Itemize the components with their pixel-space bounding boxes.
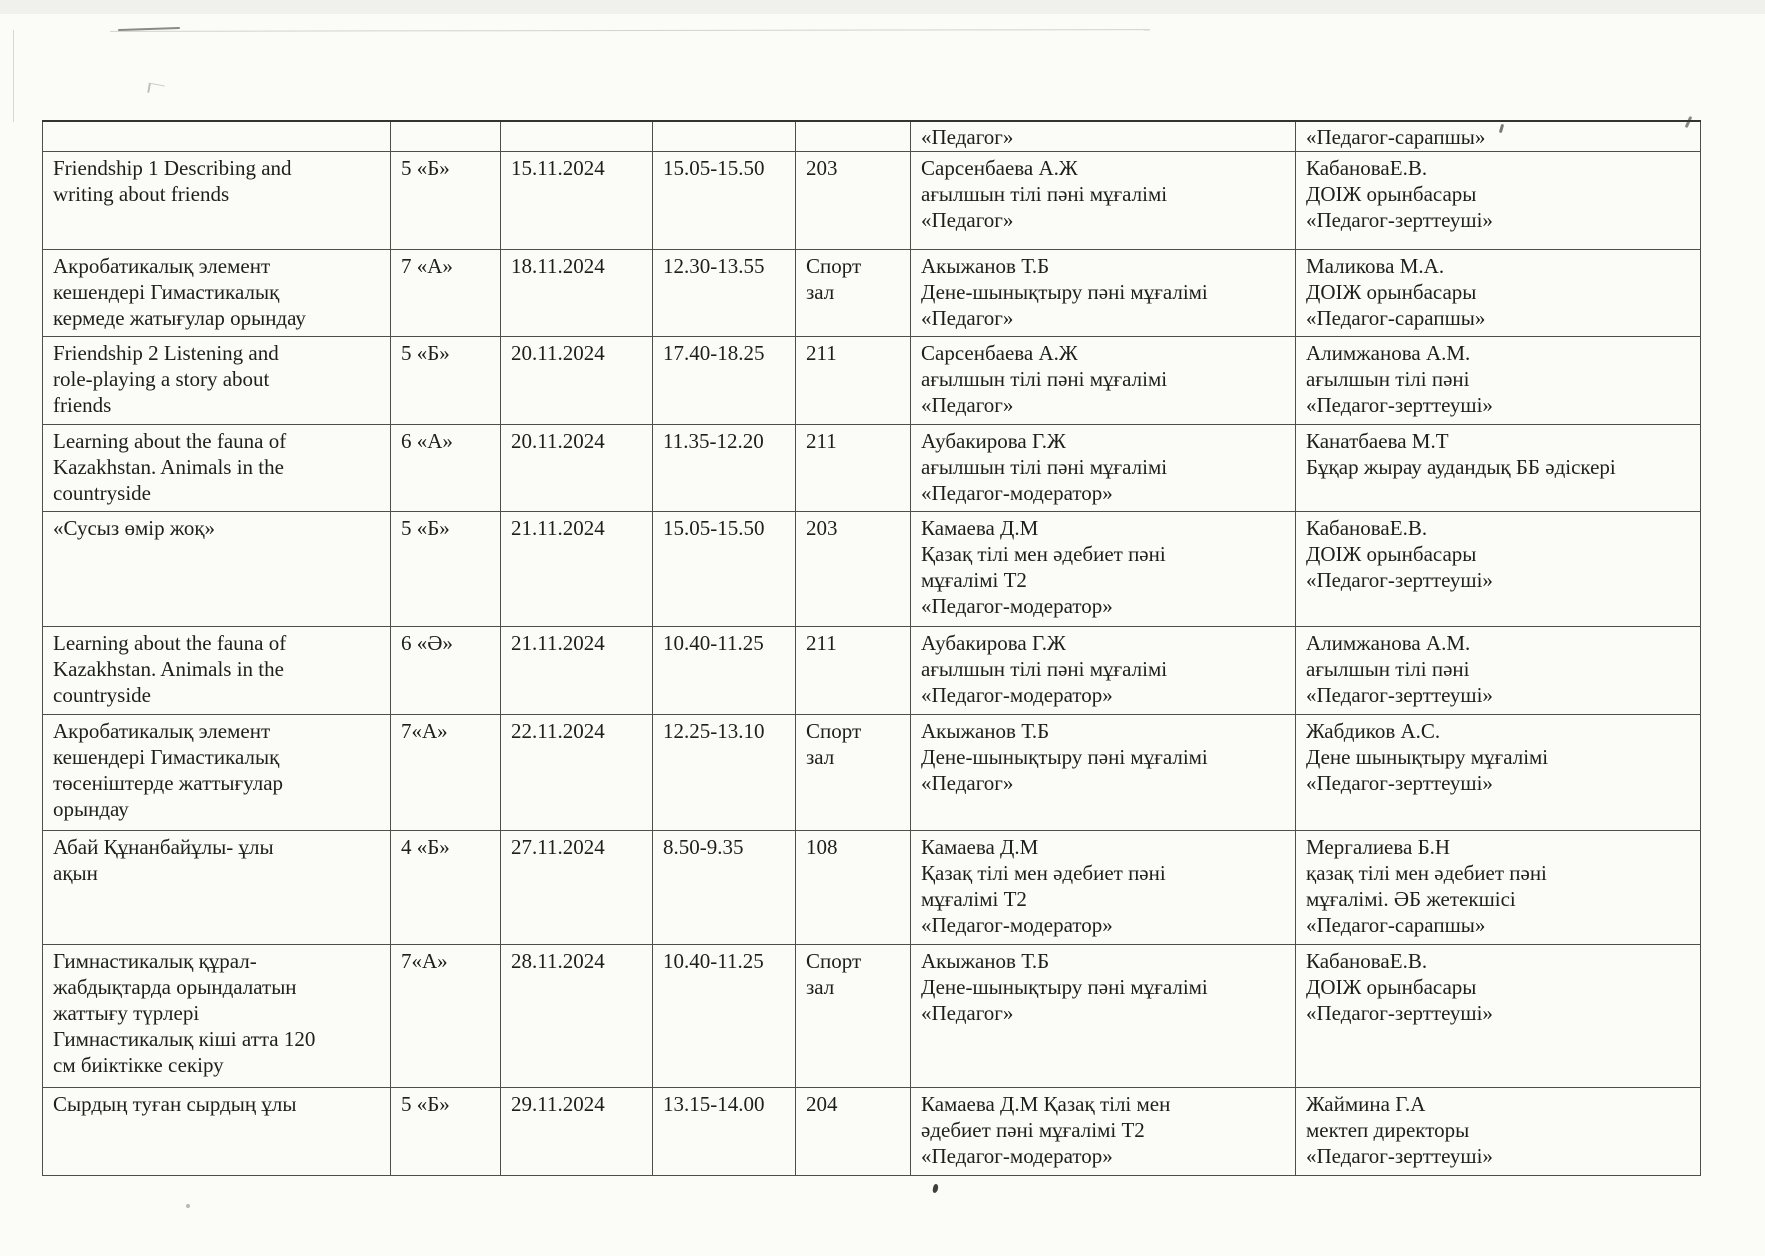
table-row (43, 151, 1701, 249)
observer-cell (1296, 1087, 1701, 1175)
cell-line: орындау (53, 796, 129, 821)
class-cell (391, 714, 501, 830)
date-cell (501, 336, 653, 424)
time-cell (653, 714, 796, 830)
cell-line: ағылшын тілі пәні (1306, 366, 1470, 391)
cell-line: 211 (806, 428, 837, 453)
teacher-cell (911, 511, 1296, 626)
cell-line: қазақ тілі мен әдебиет пәні (1306, 860, 1547, 885)
cell-line: 12.30-13.55 (663, 253, 765, 278)
time-cell (653, 121, 796, 151)
cell-line: «Педагог-модератор» (921, 480, 1113, 505)
cell-line: 5 «Б» (401, 1091, 450, 1116)
date-cell (501, 714, 653, 830)
cell-line: 6 «Ә» (401, 630, 453, 655)
cell-line: ағылшын тілі пәні (1306, 656, 1470, 681)
cell-line: 20.11.2024 (511, 340, 605, 365)
cell-line: 12.25-13.10 (663, 718, 765, 743)
cell-line: Спорт (806, 948, 862, 973)
cell-line: Сарсенбаева А.Ж (921, 155, 1078, 180)
cell-line: «Педагог» (921, 770, 1014, 795)
table-row (43, 121, 1701, 151)
cell-line: мектеп директоры (1306, 1117, 1470, 1142)
topic-cell (43, 151, 391, 249)
scan-speck (186, 1204, 190, 1208)
teacher-cell (911, 249, 1296, 336)
cell-line: 6 «А» (401, 428, 453, 453)
class-cell (391, 944, 501, 1087)
teacher-cell (911, 151, 1296, 249)
cell-line: Learning about the fauna of (53, 428, 287, 453)
topic-cell (43, 336, 391, 424)
room-cell (796, 511, 911, 626)
class-cell (391, 249, 501, 336)
cell-line: 8.50-9.35 (663, 834, 744, 859)
cell-line: Гимнастикалық кіші атта 120 (53, 1026, 316, 1051)
cell-line: әдебиет пәні мұғалімі Т2 (921, 1117, 1145, 1142)
cell-line: Learning about the fauna of (53, 630, 287, 655)
cell-line: зал (806, 974, 835, 999)
lesson-schedule-table (42, 120, 1701, 1176)
room-cell (796, 830, 911, 944)
cell-line: мұғалімі. ӘБ жетекшісі (1306, 886, 1516, 911)
cell-line: мұғалімі Т2 (921, 567, 1027, 592)
cell-line: friends (53, 392, 112, 417)
cell-line: Сырдың туған сырдың ұлы (53, 1091, 297, 1116)
cell-line: 29.11.2024 (511, 1091, 605, 1116)
cell-line: 15.11.2024 (511, 155, 605, 180)
observer-cell (1296, 511, 1701, 626)
room-cell (796, 121, 911, 151)
observer-cell (1296, 944, 1701, 1087)
cell-line: Абай Құнанбайұлы- ұлы (53, 834, 274, 859)
cell-line: 28.11.2024 (511, 948, 605, 973)
cell-line: 10.40-11.25 (663, 630, 764, 655)
cell-line: Камаева Д.М Қазақ тілі мен (921, 1091, 1171, 1116)
date-cell (501, 1087, 653, 1175)
cell-line: 5 «Б» (401, 515, 450, 540)
cell-line: 13.15-14.00 (663, 1091, 765, 1116)
table-row (43, 1087, 1701, 1175)
observer-cell (1296, 336, 1701, 424)
cell-line: «Педагог-зерттеуші» (1306, 1000, 1493, 1025)
cell-line: 7«А» (401, 948, 448, 973)
room-cell (796, 714, 911, 830)
cell-line: Қазақ тілі мен әдебиет пәні (921, 860, 1166, 885)
observer-cell (1296, 626, 1701, 714)
time-cell (653, 249, 796, 336)
cell-line: Камаева Д.М (921, 515, 1039, 540)
time-cell (653, 511, 796, 626)
cell-line: «Педагог-зерттеуші» (1306, 770, 1493, 795)
table-row (43, 714, 1701, 830)
observer-cell (1296, 249, 1701, 336)
time-cell (653, 336, 796, 424)
scan-top-strip (0, 0, 1765, 14)
cell-line: «Педагог-зерттеуші» (1306, 392, 1493, 417)
cell-line: Kazakhstan. Animals in the (53, 454, 284, 479)
cell-line: «Педагог-зерттеуші» (1306, 682, 1493, 707)
cell-line: Бұқар жырау аудандық ББ әдіскері (1306, 454, 1616, 479)
cell-line: «Педагог» (921, 305, 1014, 330)
cell-line: «Педагог» (921, 125, 1014, 149)
cell-line: кешендері Гимастикалық (53, 744, 280, 769)
cell-line: 15.05-15.50 (663, 155, 765, 180)
topic-cell (43, 626, 391, 714)
cell-line: зал (806, 744, 835, 769)
cell-line: Аубакирова Г.Ж (921, 630, 1066, 655)
time-cell (653, 424, 796, 511)
teacher-cell (911, 1087, 1296, 1175)
class-cell (391, 424, 501, 511)
cell-line: «Педагог-сарапшы» (1306, 912, 1486, 937)
cell-line: ағылшын тілі пәні мұғалімі (921, 656, 1168, 681)
cell-line: role-playing a story about (53, 366, 270, 391)
cell-line: 203 (806, 515, 838, 540)
scan-speck (932, 1184, 938, 1194)
class-cell (391, 626, 501, 714)
cell-line: Акыжанов Т.Б (921, 718, 1050, 743)
cell-line: 11.35-12.20 (663, 428, 764, 453)
schedule-table-body (43, 121, 1701, 1175)
scan-left-edge-line (13, 30, 14, 122)
cell-line: ДОІЖ орынбасары (1306, 279, 1477, 304)
cell-line: кешендері Гимастикалық (53, 279, 280, 304)
cell-line: ағылшын тілі пәні мұғалімі (921, 454, 1168, 479)
scan-edge-line (110, 29, 1150, 32)
teacher-cell (911, 944, 1296, 1087)
table-row (43, 511, 1701, 626)
cell-line: Маликова М.А. (1306, 253, 1445, 278)
cell-line: 4 «Б» (401, 834, 450, 859)
observer-cell (1296, 424, 1701, 511)
observer-cell (1296, 830, 1701, 944)
cell-line: Сарсенбаева А.Ж (921, 340, 1078, 365)
cell-line: зал (806, 279, 835, 304)
cell-line: 5 «Б» (401, 155, 450, 180)
topic-cell (43, 511, 391, 626)
date-cell (501, 830, 653, 944)
cell-line: Акыжанов Т.Б (921, 253, 1050, 278)
cell-line: 22.11.2024 (511, 718, 605, 743)
class-cell (391, 1087, 501, 1175)
cell-line: 20.11.2024 (511, 428, 605, 453)
cell-line: Жаймина Г.А (1306, 1091, 1426, 1116)
observer-cell (1296, 121, 1701, 151)
cell-line: Мергалиева Б.Н (1306, 834, 1451, 859)
cell-line: «Педагог-модератор» (921, 682, 1113, 707)
observer-cell (1296, 714, 1701, 830)
class-cell (391, 830, 501, 944)
cell-line: Акробатикалық элемент (53, 718, 271, 743)
cell-line: Канатбаева М.Т (1306, 428, 1449, 453)
cell-line: 21.11.2024 (511, 630, 605, 655)
cell-line: КабановаЕ.В. (1306, 948, 1428, 973)
cell-line: Қазақ тілі мен әдебиет пәні (921, 541, 1166, 566)
room-cell (796, 249, 911, 336)
cell-line: Friendship 2 Listening and (53, 340, 279, 365)
cell-line: кермеде жатығулар орындау (53, 305, 306, 330)
cell-line: КабановаЕ.В. (1306, 515, 1428, 540)
teacher-cell (911, 714, 1296, 830)
cell-line: ДОІЖ орынбасары (1306, 974, 1477, 999)
topic-cell (43, 944, 391, 1087)
cell-line: ағылшын тілі пәні мұғалімі (921, 181, 1168, 206)
cell-line: Алимжанова А.М. (1306, 630, 1471, 655)
room-cell (796, 424, 911, 511)
cell-line: мұғалімі Т2 (921, 886, 1027, 911)
table-row (43, 424, 1701, 511)
topic-cell (43, 424, 391, 511)
time-cell (653, 626, 796, 714)
table-row (43, 626, 1701, 714)
room-cell (796, 944, 911, 1087)
cell-line: 10.40-11.25 (663, 948, 764, 973)
cell-line: ақын (53, 860, 98, 885)
cell-line: countryside (53, 480, 151, 505)
cell-line: «Педагог-модератор» (921, 1143, 1113, 1168)
date-cell (501, 424, 653, 511)
cell-line: Камаева Д.М (921, 834, 1039, 859)
cell-line: Аубакирова Г.Ж (921, 428, 1066, 453)
table-row (43, 830, 1701, 944)
teacher-cell (911, 424, 1296, 511)
class-cell (391, 511, 501, 626)
cell-line: «Педагог» (921, 1000, 1014, 1025)
cell-line: Дене-шынықтыру пәні мұғалімі (921, 974, 1208, 999)
scan-speck (147, 83, 164, 96)
cell-line: ДОІЖ орынбасары (1306, 181, 1477, 206)
room-cell (796, 151, 911, 249)
room-cell (796, 336, 911, 424)
teacher-cell (911, 626, 1296, 714)
date-cell (501, 944, 653, 1087)
cell-line: 7 «А» (401, 253, 453, 278)
teacher-cell (911, 336, 1296, 424)
cell-line: Спорт (806, 253, 862, 278)
cell-line: жабдықтарда орындалатын (53, 974, 297, 999)
cell-line: Жабдиков А.С. (1306, 718, 1441, 743)
topic-cell (43, 249, 391, 336)
cell-line: жаттығу түрлері (53, 1000, 200, 1025)
cell-line: 27.11.2024 (511, 834, 605, 859)
cell-line: «Сусыз өмір жоқ» (53, 515, 216, 540)
topic-cell (43, 714, 391, 830)
room-cell (796, 1087, 911, 1175)
cell-line: 17.40-18.25 (663, 340, 765, 365)
cell-line: Акыжанов Т.Б (921, 948, 1050, 973)
cell-line: Спорт (806, 718, 862, 743)
cell-line: writing about friends (53, 181, 230, 206)
observer-cell (1296, 151, 1701, 249)
cell-line: ДОІЖ орынбасары (1306, 541, 1477, 566)
cell-line: «Педагог» (921, 207, 1014, 232)
date-cell (501, 151, 653, 249)
cell-line: «Педагог-модератор» (921, 593, 1113, 618)
cell-line: countryside (53, 682, 151, 707)
table-row (43, 336, 1701, 424)
cell-line: «Педагог-сарапшы» (1306, 125, 1486, 149)
cell-line: «Педагог-зерттеуші» (1306, 1143, 1493, 1168)
date-cell (501, 626, 653, 714)
table-row (43, 944, 1701, 1087)
teacher-cell (911, 830, 1296, 944)
cell-line: Дене-шынықтыру пәні мұғалімі (921, 744, 1208, 769)
cell-line: «Педагог» (921, 392, 1014, 417)
class-cell (391, 121, 501, 151)
cell-line: КабановаЕ.В. (1306, 155, 1428, 180)
class-cell (391, 151, 501, 249)
cell-line: 108 (806, 834, 838, 859)
cell-line: Гимнастикалық құрал- (53, 948, 257, 973)
cell-line: «Педагог-сарапшы» (1306, 305, 1486, 330)
room-cell (796, 626, 911, 714)
class-cell (391, 336, 501, 424)
topic-cell (43, 121, 391, 151)
time-cell (653, 830, 796, 944)
date-cell (501, 121, 653, 151)
cell-line: 7«А» (401, 718, 448, 743)
cell-line: төсеніштерде жаттығулар (53, 770, 284, 795)
cell-line: Kazakhstan. Animals in the (53, 656, 284, 681)
table-row (43, 249, 1701, 336)
cell-line: 21.11.2024 (511, 515, 605, 540)
cell-line: ағылшын тілі пәні мұғалімі (921, 366, 1168, 391)
cell-line: Акробатикалық элемент (53, 253, 271, 278)
teacher-cell (911, 121, 1296, 151)
time-cell (653, 944, 796, 1087)
date-cell (501, 249, 653, 336)
cell-line: 211 (806, 340, 837, 365)
cell-line: Friendship 1 Describing and (53, 155, 292, 180)
time-cell (653, 1087, 796, 1175)
cell-line: Алимжанова А.М. (1306, 340, 1471, 365)
cell-line: 15.05-15.50 (663, 515, 765, 540)
cell-line: см биіктікке секіру (53, 1052, 224, 1077)
cell-line: 211 (806, 630, 837, 655)
cell-line: «Педагог-модератор» (921, 912, 1113, 937)
topic-cell (43, 830, 391, 944)
cell-line: Дене-шынықтыру пәні мұғалімі (921, 279, 1208, 304)
cell-line: 204 (806, 1091, 838, 1116)
cell-line: «Педагог-зерттеуші» (1306, 207, 1493, 232)
cell-line: Дене шынықтыру мұғалімі (1306, 744, 1549, 769)
cell-line: «Педагог-зерттеуші» (1306, 567, 1493, 592)
cell-line: 18.11.2024 (511, 253, 605, 278)
cell-line: 203 (806, 155, 838, 180)
topic-cell (43, 1087, 391, 1175)
time-cell (653, 151, 796, 249)
date-cell (501, 511, 653, 626)
cell-line: 5 «Б» (401, 340, 450, 365)
